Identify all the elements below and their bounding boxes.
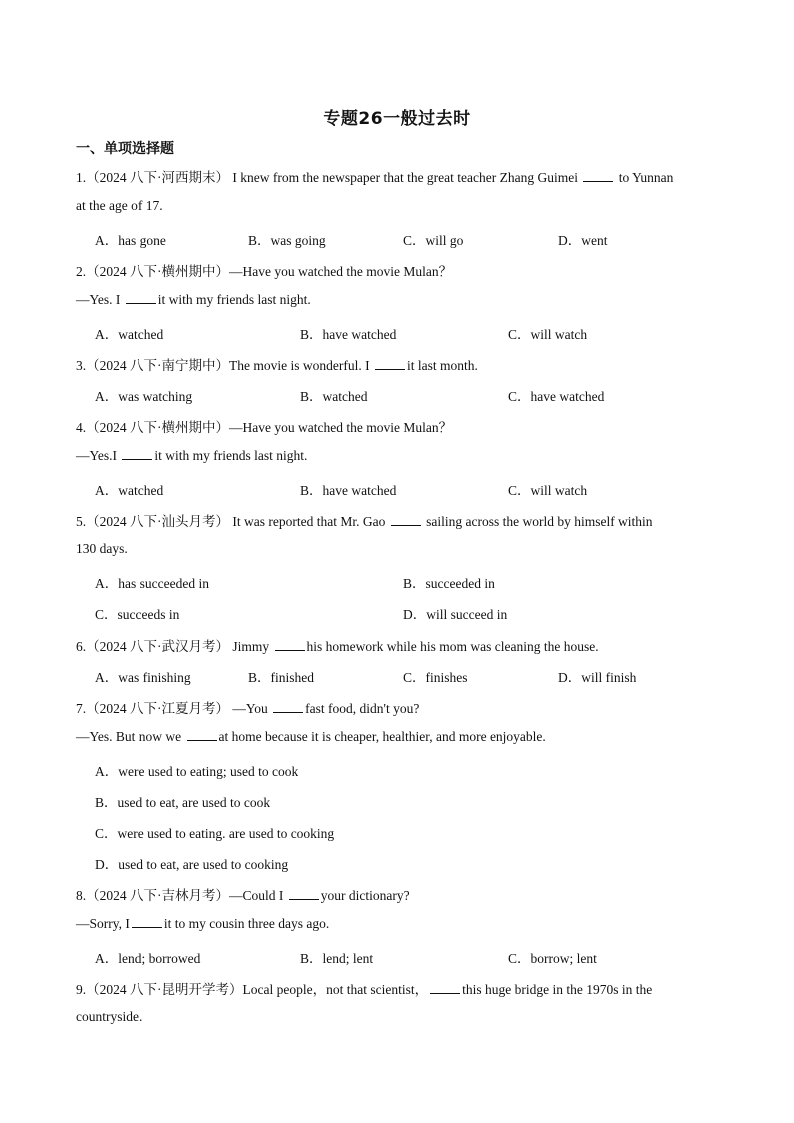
option-c: C．will go <box>403 233 464 248</box>
option-c: C．will watch <box>508 483 588 498</box>
question-text: —Sorry, I <box>76 916 130 931</box>
answer-blank <box>289 887 319 900</box>
option-b: B．watched <box>300 389 368 404</box>
question-source: （2024 八下·河西期末） <box>86 170 229 185</box>
question-number: 8. <box>76 888 87 903</box>
question-3 <box>76 354 478 374</box>
option-c: C．will watch <box>508 327 588 342</box>
question-2 <box>76 260 452 280</box>
question-number: 4. <box>76 420 87 435</box>
question-text: —You <box>232 701 268 716</box>
question-text: it to my cousin three days ago. <box>163 916 330 931</box>
question-text: his homework while his mom was cleaning the house. <box>306 639 599 654</box>
option-c: C．were used to eating. are used to cooking <box>95 826 335 841</box>
question-text: to Yunnan <box>618 170 674 185</box>
question-text: fast food, didn't you? <box>305 701 420 716</box>
answer-blank <box>275 638 305 651</box>
option-c: C．borrow; lent <box>508 951 597 966</box>
option-b: B．lend; lent <box>300 951 374 966</box>
question-source: （2024 八下·武汉月考） <box>86 639 229 654</box>
answer-blank <box>583 169 613 182</box>
question-text: it last month. <box>406 358 478 373</box>
question-8 <box>76 884 410 904</box>
option-b: B．was going <box>248 233 326 248</box>
question-number: 7. <box>76 701 87 716</box>
question-9 <box>76 978 652 998</box>
option-c: C．have watched <box>508 389 605 404</box>
option-a: A．was watching <box>95 389 193 404</box>
option-d: D．went <box>558 233 608 248</box>
option-c: C．finishes <box>403 670 468 685</box>
question-5 <box>76 510 653 530</box>
option-b: B．have watched <box>300 327 397 342</box>
question-text: —Yes. But now we <box>76 729 182 744</box>
option-d: D．used to eat, are used to cooking <box>95 857 289 872</box>
question-text: it with my friends last night. <box>154 448 308 463</box>
question-4 <box>76 416 452 436</box>
answer-blank <box>430 981 460 994</box>
question-text: at home because it is cheaper, healthier, and more enjoyable. <box>218 729 546 744</box>
question-source: （2024 八下·横州期中） <box>86 420 229 435</box>
question-text: —Yes. I <box>76 292 121 307</box>
question-number: 9. <box>76 982 87 997</box>
question-text: Jimmy <box>232 639 270 654</box>
question-text: it with my friends last night. <box>157 292 311 307</box>
question-source: （2024 八下·昆明开学考） <box>86 982 243 997</box>
question-text-line: 130 days. <box>76 541 128 556</box>
question-text: —Have you watched the movie Mulan？ <box>229 264 453 279</box>
option-b: B．have watched <box>300 483 397 498</box>
answer-blank <box>391 513 421 526</box>
question-number: 5. <box>76 514 87 529</box>
question-number: 3. <box>76 358 87 373</box>
question-text: sailing across the world by himself within <box>426 514 653 529</box>
question-7 <box>76 697 419 717</box>
option-a: A．has succeeded in <box>95 576 209 591</box>
question-source: （2024 八下·汕头月考） <box>86 514 229 529</box>
option-a: A．watched <box>95 483 164 498</box>
option-a: A．were used to eating; used to cook <box>95 764 299 779</box>
question-source: （2024 八下·南宁期中） <box>86 358 229 373</box>
page-title: 专题26一般过去时 <box>323 109 471 129</box>
question-1 <box>76 166 673 186</box>
question-text-line <box>76 915 329 932</box>
question-6 <box>76 635 599 655</box>
option-a: A．has gone <box>95 233 166 248</box>
question-text: Local people，not that scientist， <box>242 982 429 997</box>
option-a: A．was finishing <box>95 670 191 685</box>
question-text: —Have you watched the movie Mulan？ <box>229 420 453 435</box>
question-number: 6. <box>76 639 87 654</box>
option-c: C．succeeds in <box>95 607 180 622</box>
question-text-line <box>76 728 546 745</box>
question-text: I knew from the newspaper that the great teacher Zhang Guimei <box>232 170 578 185</box>
question-text: —Yes.I <box>76 448 118 463</box>
question-source: （2024 八下·横州期中） <box>86 264 229 279</box>
question-text-line: at the age of 17. <box>76 198 163 213</box>
option-b: B．finished <box>248 670 314 685</box>
question-number: 1. <box>76 170 87 185</box>
question-text: this huge bridge in the 1970s in the <box>462 982 653 997</box>
answer-blank <box>132 915 162 928</box>
question-text-line <box>76 291 311 308</box>
question-text: It was reported that Mr. Gao <box>232 514 386 529</box>
question-source: （2024 八下·江夏月考） <box>86 701 229 716</box>
option-b: B．used to eat, are used to cook <box>95 795 271 810</box>
answer-blank <box>122 447 152 460</box>
option-d: D．will finish <box>558 670 637 685</box>
option-b: B．succeeded in <box>403 576 495 591</box>
question-text-line <box>76 447 307 464</box>
question-text: your dictionary? <box>320 888 410 903</box>
answer-blank <box>375 357 405 370</box>
question-text: —Could I <box>229 888 284 903</box>
question-source: （2024 八下·吉林月考） <box>86 888 229 903</box>
answer-blank <box>126 291 156 304</box>
answer-blank <box>187 728 217 741</box>
question-text: The movie is wonderful. I <box>229 358 370 373</box>
option-a: A．lend; borrowed <box>95 951 201 966</box>
option-a: A．watched <box>95 327 164 342</box>
answer-blank <box>273 700 303 713</box>
option-d: D．will succeed in <box>403 607 508 622</box>
question-number: 2. <box>76 264 87 279</box>
section-heading: 一、单项选择题 <box>76 141 174 157</box>
question-text-line: countryside. <box>76 1009 143 1024</box>
